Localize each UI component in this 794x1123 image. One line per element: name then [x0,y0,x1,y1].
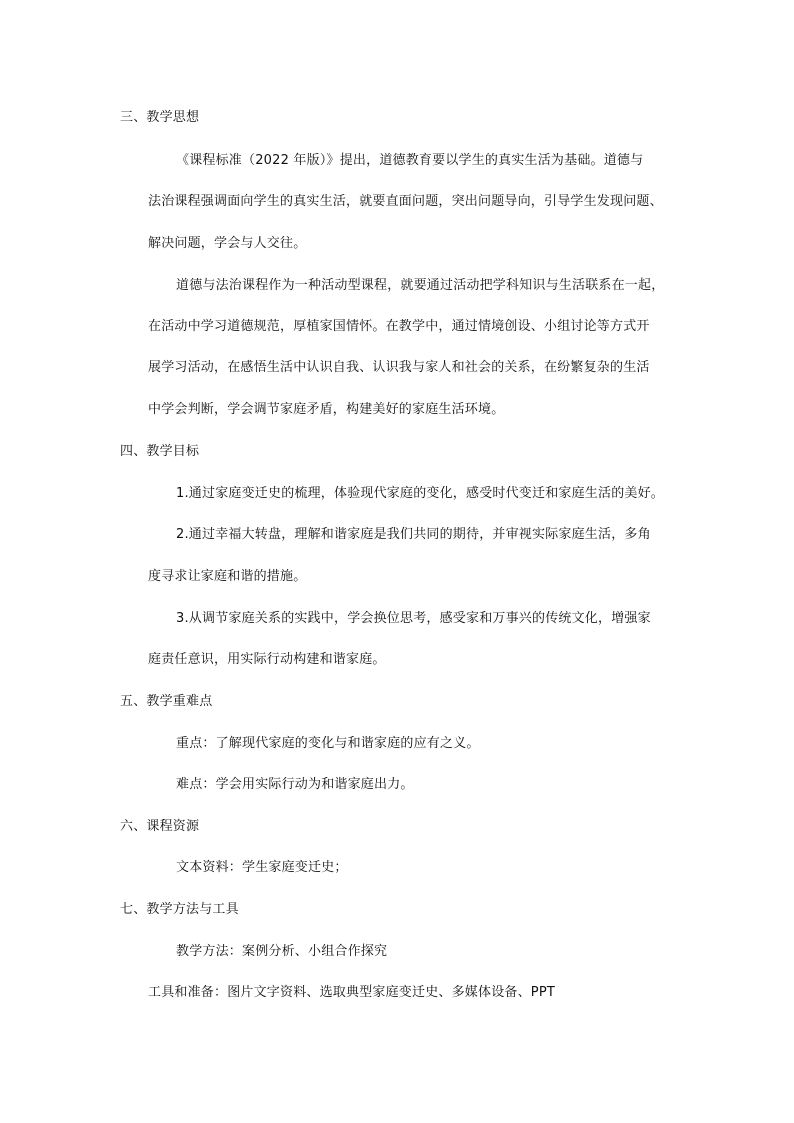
tools-text: 工具和准备：图片文字资料、选取典型家庭变迁史、多媒体设备、PPT [148,985,556,1000]
section-heading-methods-tools: 七、教学方法与工具 [120,902,239,917]
paragraph-line: 解决问题，学会与人交往。 [148,236,307,251]
goal-line: 2.通过幸福大转盘，理解和谐家庭是我们共同的期待，并审视实际家庭生活，多角 [176,527,651,542]
section-heading-key-difficulties: 五、教学重难点 [120,694,213,709]
section-heading-teaching-thought: 三、教学思想 [120,110,200,125]
goal-line: 1.通过家庭变迁史的梳理，体验现代家庭的变化，感受时代变迁和家庭生活的美好。 [176,486,665,501]
paragraph-line: 展学习活动，在感悟生活中认识自我、认识我与家人和社会的关系，在纷繁复杂的生活 [148,360,650,375]
goal-line: 度寻求让家庭和谐的措施。 [148,569,307,584]
resource-text: 文本资料：学生家庭变迁史； [176,860,348,875]
paragraph-line: 道德与法治课程作为一种活动型课程，就要通过活动把学科知识与生活联系在一起， [176,278,665,293]
key-point-text: 重点：了解现代家庭的变化与和谐家庭的应有之义。 [176,736,480,751]
section-heading-teaching-goals: 四、教学目标 [120,444,200,459]
paragraph-line: 在活动中学习道德规范，厚植家国情怀。在教学中，通过情境创设、小组讨论等方式开 [148,319,650,334]
difficulty-text: 难点：学会用实际行动为和谐家庭出力。 [176,777,414,792]
section-heading-course-resources: 六、课程资源 [120,819,200,834]
goal-line: 3.从调节家庭关系的实践中，学会换位思考，感受家和万事兴的传统文化，增强家 [176,611,651,626]
goal-line: 庭责任意识，用实际行动构建和谐家庭。 [148,652,386,667]
method-text: 教学方法：案例分析、小组合作探究 [176,944,388,959]
paragraph-line: 法治课程强调面向学生的真实生活，就要直面问题，突出问题导向，引导学生发现问题、 [148,194,663,209]
paragraph-line: 《课程标准（2022 年版）》提出，道德教育要以学生的真实生活为基础。道德与 [176,153,644,168]
paragraph-line: 中学会判断，学会调节家庭矛盾，构建美好的家庭生活环境。 [148,402,505,417]
